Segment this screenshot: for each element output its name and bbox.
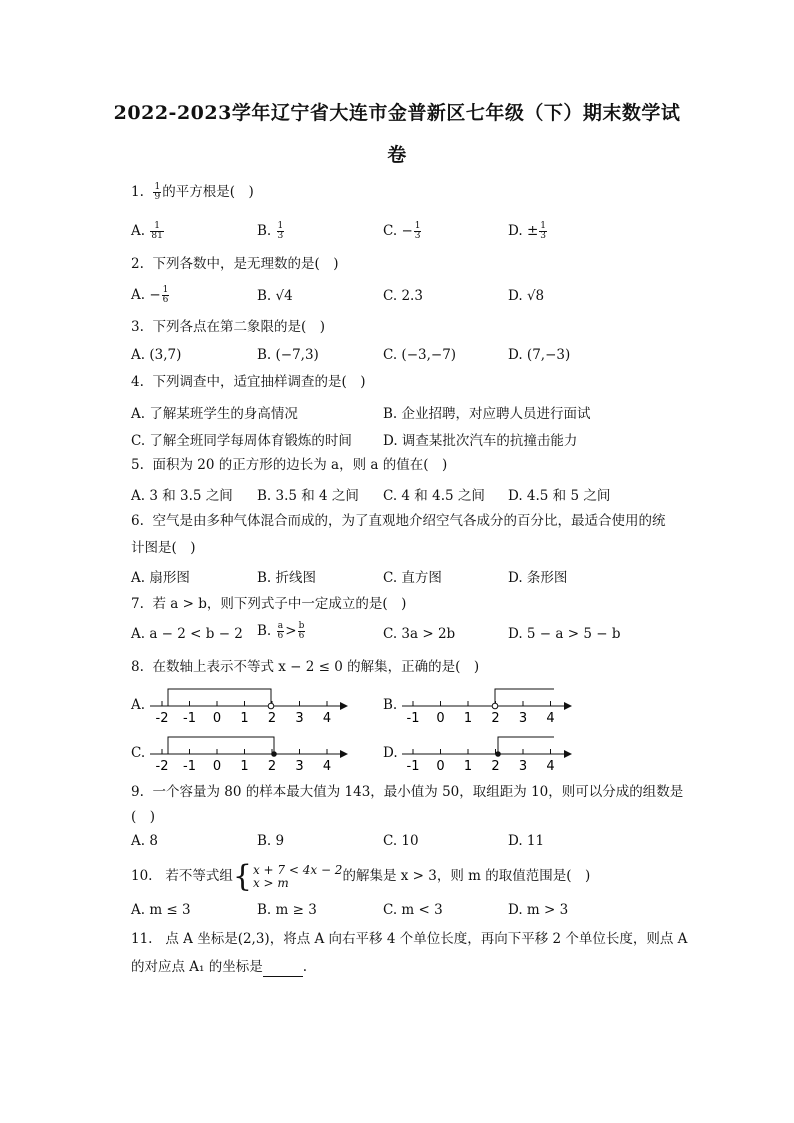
q2-option-c: C. 2.3̇ [383, 288, 423, 304]
tick-label: 3 [518, 759, 528, 774]
tick-label: -1 [406, 711, 420, 726]
q9-option-a: A. 8 [131, 833, 158, 849]
tick-label: 4 [322, 711, 332, 726]
tick-label: 2 [491, 759, 500, 774]
q5-option-d: D. 4.5 和 5 之间 [508, 488, 611, 504]
tick-label: 1 [240, 711, 249, 726]
q9-option-d: D. 11 [508, 833, 545, 849]
page-title: 2022-2023学年辽宁省大连市金普新区七年级（下）期末数学试 [113, 102, 681, 124]
tick-label: 0 [436, 711, 445, 726]
tick-label: -2 [155, 759, 169, 774]
q10-option-b: B. m ≥ 3 [257, 902, 317, 918]
q6-option-b: B. 折线图 [257, 570, 317, 586]
q3-option-b: B. (−7,3) [257, 347, 319, 363]
q4-option-b: B. 企业招聘，对应聘人员进行面试 [383, 406, 591, 422]
question-7: 7. 若 a > b，则下列式子中一定成立的是( ) [131, 596, 407, 612]
tick-label: 3 [295, 711, 304, 726]
tick-label: 0 [212, 711, 222, 726]
question-9-cont: ( ) [131, 809, 156, 825]
q7-option-c: C. 3a > 2b [383, 626, 456, 642]
q5-option-c: C. 4 和 4.5 之间 [383, 488, 485, 504]
question-3: 3. 下列各点在第二象限的是( ) [131, 319, 326, 335]
tick-label: 0 [436, 759, 445, 774]
q1-option-b: B. $\frac{1}{3}$ [257, 221, 284, 241]
q10-option-a: A. m ≤ 3 [131, 902, 191, 918]
q2-option-a: A. − $\frac{1}{6}$ [131, 285, 169, 305]
q4-option-d: D. 调查某批次汽车的抗撞击能力 [383, 433, 578, 449]
question-4: 4. 下列调查中，适宜抽样调查的是( ) [131, 374, 366, 390]
question-6: 6. 空气是由多种气体混合而成的，为了直观地介绍空气各成分的百分比，最适合使用的统 [131, 513, 666, 529]
tick-label: 1 [463, 711, 473, 726]
question-10: 10. 若不等式组{ x + 7 < 4x − 2 x > m 的解集是 x > 3，则 m 的取值范围是( ) [131, 858, 591, 894]
q2-option-b: B. √4 [257, 288, 293, 304]
tick-label: 3 [295, 759, 304, 774]
question-9: 9. 一个容量为 80 的样本最大值为 143，最小值为 50，取组距为 10，则可以分成的组数是 [131, 784, 684, 800]
question-5: 5. 面积为 20 的正方形的边长为 a，则 a 的值在( ) [131, 457, 448, 473]
q6-option-a: A. 扇形图 [131, 570, 190, 586]
q10-option-c: C. m < 3 [383, 902, 443, 918]
q8-option-b-label: B. [383, 697, 398, 713]
tick-label: -1 [183, 711, 196, 726]
q8-option-c-label: C. [131, 745, 146, 761]
q3-option-d: D. (7,−3) [508, 347, 571, 363]
q7-option-d: D. 5 − a > 5 − b [508, 626, 621, 642]
q5-option-a: A. 3 和 3.5 之间 [131, 488, 233, 504]
q9-option-b: B. 9 [257, 833, 285, 849]
q4-option-c: C. 了解全班同学每周体育锻炼的时间 [131, 433, 352, 449]
question-6-cont: 计图是( ) [131, 540, 196, 556]
q7-option-b: B. $\frac{a}{6}$ > $\frac{b}{6}$ [257, 621, 305, 641]
number-line-a [148, 684, 348, 726]
q4-option-a: A. 了解某班学生的身高情况 [131, 406, 298, 422]
number-line-d [400, 732, 572, 774]
tick-label: 0 [212, 759, 222, 774]
q1-option-d: D. ± $\frac{1}{3}$ [508, 221, 546, 241]
q3-option-c: C. (−3,−7) [383, 347, 457, 363]
q1-option-a: A. $\frac{1}{81}$ [131, 221, 163, 241]
q8-option-a-label: A. [131, 697, 146, 713]
tick-label: -1 [183, 759, 196, 774]
answer-blank[interactable] [263, 962, 303, 977]
tick-label: 4 [322, 759, 332, 774]
question-8: 8. 在数轴上表示不等式 x − 2 ≤ 0 的解集，正确的是( ) [131, 659, 480, 675]
question-11: 11. 点 A 坐标是(2,3)，将点 A 向右平移 4 个单位长度，再向下平移 2 个单位长度，则点 A [131, 931, 688, 947]
q7-option-a: A. a − 2 < b − 2 [131, 626, 243, 642]
page-title-cont: 卷 [387, 144, 407, 166]
q3-option-a: A. (3,7) [131, 347, 182, 363]
tick-label: 3 [518, 711, 528, 726]
tick-label: -1 [406, 759, 420, 774]
number-line-c [148, 732, 348, 774]
fraction: $\frac{1}{9}$ [154, 182, 161, 202]
tick-label: -2 [155, 711, 169, 726]
tick-label: 4 [546, 711, 555, 726]
tick-label: 1 [240, 759, 249, 774]
q9-option-c: C. 10 [383, 833, 419, 849]
q1-option-c: C. − $\frac{1}{3}$ [383, 221, 421, 241]
q10-option-d: D. m > 3 [508, 902, 569, 918]
tick-label: 2 [267, 759, 277, 774]
tick-label: 4 [546, 759, 555, 774]
q6-option-d: D. 条形图 [508, 570, 568, 586]
number-line-b [400, 684, 572, 726]
question-1: 1. $\frac{1}{9}$ 的平方根是( ) [131, 182, 254, 202]
q6-option-c: C. 直方图 [383, 570, 442, 586]
question-11-cont: 的对应点 A₁ 的坐标是 . [131, 959, 308, 975]
tick-label: 2 [267, 711, 277, 726]
tick-label: 2 [491, 711, 500, 726]
tick-label: 1 [463, 759, 473, 774]
q5-option-b: B. 3.5 和 4 之间 [257, 488, 359, 504]
question-2: 2. 下列各数中，是无理数的是( ) [131, 256, 339, 272]
q2-option-d: D. √8 [508, 288, 545, 304]
q8-option-d-label: D. [383, 745, 398, 761]
